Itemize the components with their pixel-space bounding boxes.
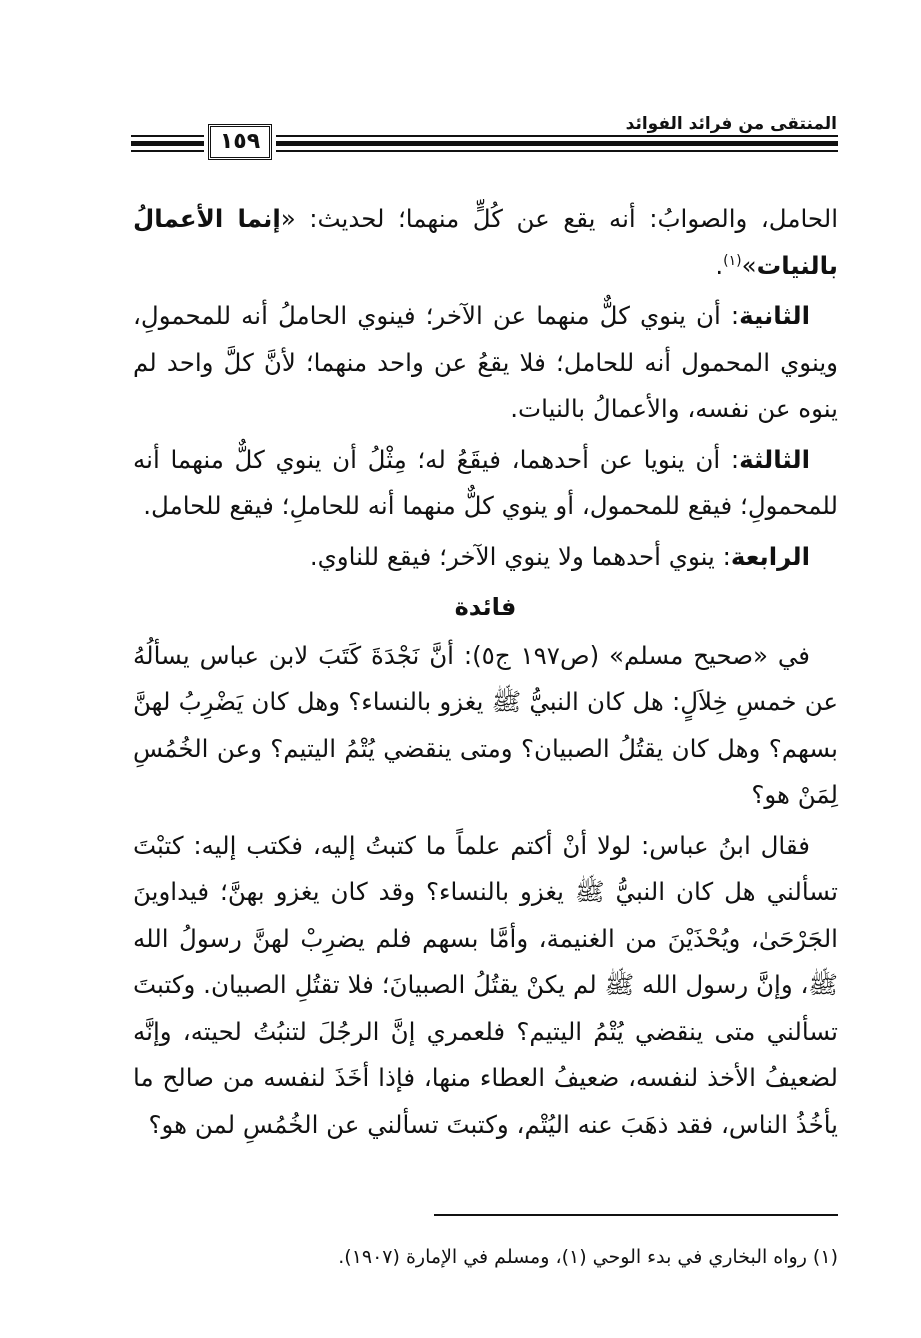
paragraph-1-text: الحامل، والصوابُ: أنه يقع عن كُلٍّ منهما؛ لحديث: « xyxy=(280,204,838,233)
section-heading: فائدة xyxy=(454,593,517,621)
third-text: : أن ينويا عن أحدهما، فيقَعُ له؛ مِثْلُ أن ينوي كلٌّ منهما أنه للمحمولِ؛ فيقع للمحمول، أو ينوي كلٌّ منهما أنه للحاملِ؛ فيقع للحامل. xyxy=(133,444,838,520)
paragraph-5: في «صحيح مسلم» (ص١٩٧ ج٥): أنَّ نَجْدَةَ كَتَبَ لابن عباس يسألُهُ عن خمسِ خِلاَلٍ: هل كان النبيُّ ﷺ يغزو بالنساء؟ وهل كان يَضْرِبُ لهنَّ بسهم؟ وهل كان يقتُلُ الصبيان؟ ومتى ينقضي يُتْمُ اليتيم؟ وعن الخُمُسِ لِمَنْ هو؟ xyxy=(133,640,838,809)
second-label: الثانية xyxy=(739,301,810,330)
second-text: : أن ينوي كلٌّ منهما عن الآخر؛ فينوي الحاملُ أنه للمحمولِ، وينوي المحمول أنه للحامل؛ فلا يقعُ عن واحد منهما؛ لأنَّ كلَّ واحد لم ينوه عن نفسه، والأعمالُ بالنيات. xyxy=(133,301,838,423)
footnote-separator xyxy=(434,1214,838,1216)
main-text xyxy=(133,196,838,1152)
header-rule-left xyxy=(131,135,204,152)
paragraph-1-end: . xyxy=(715,250,724,280)
header-rule-right xyxy=(276,135,838,152)
paragraph-second xyxy=(133,293,838,433)
paragraph-third xyxy=(133,437,838,530)
paragraph-1 xyxy=(133,196,838,289)
paragraph-fourth xyxy=(133,534,838,581)
running-header-title: المنتقى من فرائد الفوائد xyxy=(625,114,837,134)
paragraph-6: فقال ابنُ عباس: لولا أنْ أكتم علماً ما كتبتُ إليه، فكتب إليه: كتبْتَ تسألني هل كان النبيُّ ﷺ يغزو بالنساء؟ وقد كان يغزو بهنَّ؛ فيداوينَ الجَرْحَىٰ، ويُحْذَيْنَ من الغنيمة، وأمَّا بسهم فلم يضرِبْ لهنَّ رسولُ الله ﷺ، وإنَّ رسول الله ﷺ لم يكنْ يقتُلُ الصبيانَ؛ فلا تقتُلِ الصبيان. وكتبتَ تسألني متى ينقضي يُتْمُ اليتيم؟ فلعمري إنَّ الرجُلَ لتنبُتُ لحيته، وإنَّه لضعيفُ الأخذ لنفسه، ضعيفُ العطاء منها، فإذا أخَذَ لنفسه من صالح ما يأخُذُ الناس، فقد ذهَبَ عنه اليُتْم، وكتبتَ تسألني عن الخُمُسِ لمن هو؟ xyxy=(133,830,838,1139)
footnote-ref-1: (١) xyxy=(723,252,742,269)
fourth-label: الرابعة xyxy=(730,541,810,571)
footnote: (١) رواه البخاري في بدء الوحي (١)، ومسلم في الإمارة (١٩٠٧). xyxy=(338,1246,838,1268)
page-number: ١٥٩ xyxy=(208,124,272,160)
hadith-quote: إنما الأعمالُ بالنيات xyxy=(133,204,838,280)
fourth-text: : ينوي أحدهما ولا ينوي الآخر؛ فيقع للناوي. xyxy=(309,541,731,571)
third-label: الثالثة xyxy=(739,444,810,474)
quote-close: » xyxy=(741,250,757,280)
